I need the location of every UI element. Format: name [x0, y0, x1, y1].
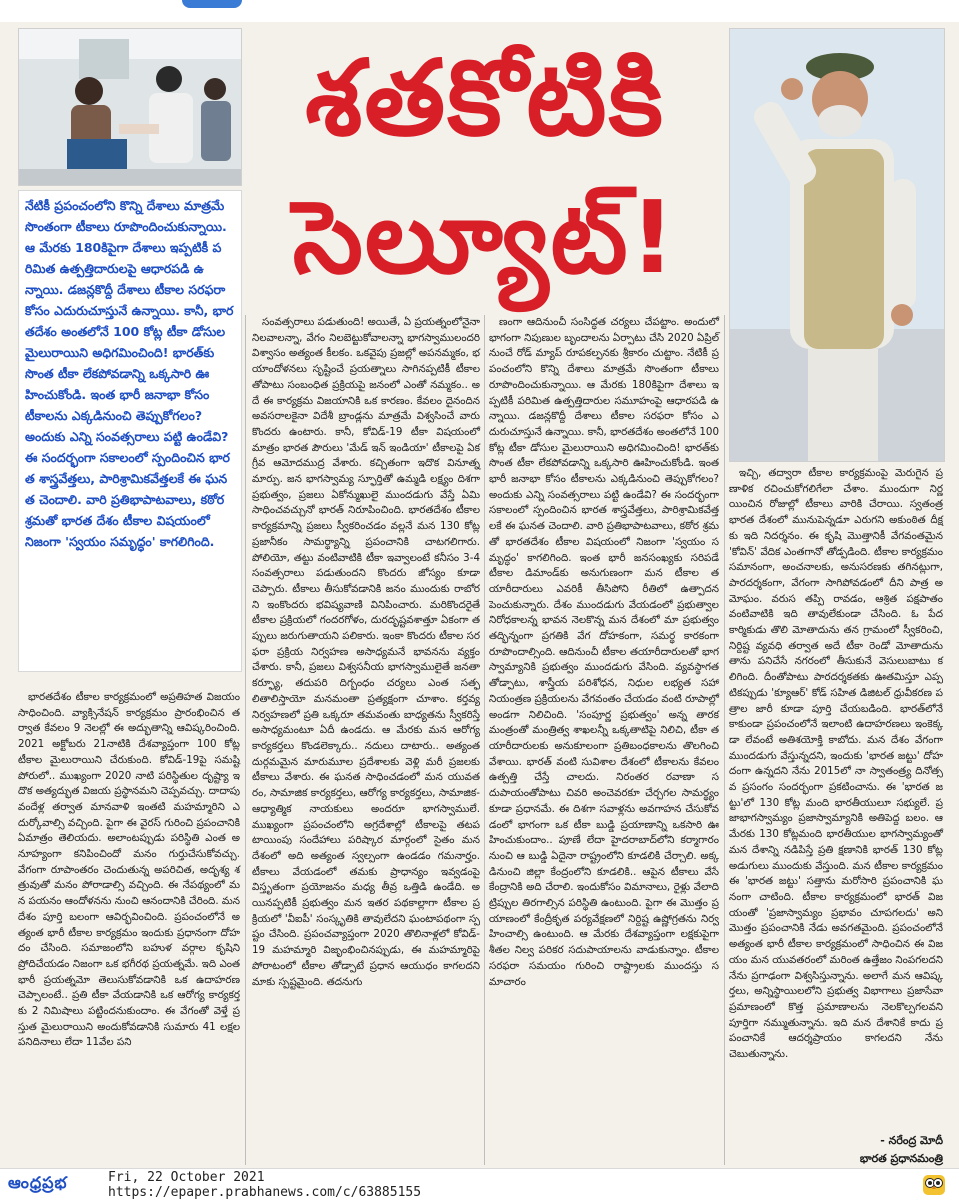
article-column-2: [252, 315, 480, 1165]
vaccination-illustration: [19, 29, 241, 185]
epaper-link[interactable]: https://epaper.prabhanews.com/c/63885155: [108, 1185, 422, 1200]
author-title: భారత ప్రధానమంత్రి: [859, 1152, 943, 1165]
brand-logo: ఆంధ్రప్రభ: [8, 1173, 68, 1192]
vaccination-photo: [18, 28, 242, 186]
headline: [250, 28, 720, 310]
author-name: - నరేంద్ర మోదీ: [880, 1134, 943, 1147]
pm-salute-photo: [729, 28, 945, 462]
column-divider: [484, 315, 485, 1165]
article-column-4: [729, 466, 943, 1166]
headline-line-2: సెల్యూట్!: [292, 179, 678, 296]
column-divider: [724, 315, 725, 1165]
article-text: ణంగా ఆదినుంచీ సంసిద్ధత చర్యలు చేపట్టాం. అందులో భాగంగా నిపుణుల బృందాలను ఏర్పాటు చేసి 2020 ఏప్రిల్ నుంచే రోడ్ మ్యాప్ రూపకల్పనకు శ్రీకారం చుట్టాం. నేటికీ ప్రపంచంలోని కొన్ని దేశాలు మాత్రమే సొంతంగా టీకాలు రూపొందించుకున్నాయి. ఆ మేరకు 180కిపైగా దేశాలు ఇప్పటికీ పరిమిత ఉత్పత్తిదారుల సమూహంపై ఆధారపడి ఉన్నాయి. డజన్లకొద్దీ దేశాలు టీకాల సరఫరా కోసం ఎదురుచూస్తునే ఉన్నాయి. కానీ, భారతదేశం అంతలోనే 100 కోట్ల టీకా డోసుల మైలురాయిని అధిగమించింది! భారత్‌కు సొంత టీకా లేకపోవడాన్ని ఒక్కసారి ఊహించుకోండి. ఇంత భారీ జనాభా కోసం టీకాలను ఎక్కడినుంచి తెప్పుకోగలం? అందుకు ఎన్ని సంవత్సరాలు పట్టి ఉండేవి? ఈ సందర్భంగా సకాలంలో స్పందించిన భారత శాస్త్రవేత్తలు, పారిశ్రామికవేత్తలకే ఈ ఘనత చెందాలి. వారి ప్రతిభాపాటవాలు, కఠోర శ్రమతో భారతదేశం టీకాల విషయంలో నిజంగా 'స్వయం సమృద్ధం' కాగలిగింది. ఇంత భారీ జనసంఖ్యకు సరిపడే టీకాల డిమాండ్‌కు అనుగుణంగా మన టీకాల తయారీదారులు ఎవరికీ తీసిపోని రీతిలో ఉత్పాదన పెంచుకున్నారు. దేశం ముందడుగు వేయడంలో ప్రభుత్వాల నిరోధకాలన్న భావన నెలకొన్న మన దేశంలో మా ప్రభుత్వం తద్భిన్నంగా ప్రగతికి వేగ దోహకంగా, సమర్థ కారకంగా రూపొందాల్సింది. ఆదినుంచీ టీకాల తయారీదారులతో భాగస్వామ్యానికి ప్రభుత్వం ముందడుగు వేసింది. వ్యవస్థాగత తోడ్పాటు, శాస్త్రీయ పరిశోధన, నిధుల లభ్యత సహా నియంత్రణ ప్రక్రియలను వేగవంతం చేయడం వంటి రూపాల్లో అండగా నిలిచింది. 'సంపూర్ణ ప్రభుత్వం' అన్న తారకమంత్రంతో మంత్రిత్వ శాఖలన్నీ ఒక్కతాటిపై నిలిచి, టీకా తయారీదారులకు అనుకూలంగా ప్రతిబంధకాలను తొలగించి వేశాయి. భారత్ వంటి సువిశాల దేశంలో టీకాలను కేవలం ఉత్పత్తి చేస్తే చాలదు. నిరంతర రవాణా సదుపాయంతోపాటు చివరి అంచెవరకూ చేర్చగల సామర్థ్యం కూడా ప్రధానమే. ఈ దిశగా సవాళ్లను అవగాహన చేసుకోవడంలో భాగంగా ఒక టీకా బుడ్డి ప్రయాణాన్ని ఒకసారి ఊహించుకుందాం.. పూణే లేదా హైదరాబాద్‌లోని కర్మాగారం నుంచి ఆ బుడ్డి ఏదైనా రాష్ట్రంలోని కూడలికి చేర్చాలి. అక్కడినుంచి జిల్లా కేంద్రంలోని కూడలికి.. ఆపైన టీకాలు వేసే కేంద్రానికి అది చేరాలి. ఇందుకోసం విమానాలు, రైళ్లు వేలాది ట్రిప్పుల తిరగాల్సిన పరిస్థితి ఉంటుంది. పైగా ఈ మొత్తం ప్రయాణంలో కేంద్రీకృత పర్యవేక్షణలో నిర్దిష్ట ఉష్ణోగ్రతను నిర్వహించాల్సి ఉంటుంది. ఆ మేరకు దేశవ్యాప్తంగా లక్షకుపైగా శీతల నిల్వ పరికర సదుపాయాలను వాడుకున్నాం. టీకాల సరఫరా సమయం గురించి రాష్ట్రాలకు ముందస్తు సమాచారం: [489, 316, 719, 988]
article-text: ఇచ్చి, తద్వారా టీకాల కార్యక్రమంపై మెరుగైన ప్రణాళిక రచించుకోగలిగేలా చేశాం. ముందుగా నిర్ణయించిన రోజుల్లో టీకాలు వారికి చేరాయి. స్వతంత్ర భారత దేశంలో మునుపెన్నడూ ఎరుగని అకుంఠిత దీక్షకు ఇది నిదర్శనం. ఈ కృషి మొత్తానికీ వేగవంతమైన 'కోవిన్' వేదిక ఎంతగానో తోడ్పడింది. టీకాల కార్యక్రమం సమానంగా, అంచనాలకు, అనుసరణకు తగినట్లుగా, పారదర్శకంగా, వేగంగా సాగిపోవడంలో దీని పాత్ర అమోఘం. వరుస తప్పి రావడం, ఆశ్రిత పక్షపాతం వంటివాటికి ఇది తావులేకుండా చేసింది. ఓ పేద కార్మికుడు తొలి మోతాదును తన గ్రామంలో స్వీకరించి, నిర్దిష్ట వ్యవధి తర్వాత అదే టీకా రెండో మోతాదును తాను పనిచేసే నగరంలో తీసుకునే వెసులుబాటు కలిగింది. దీంతోపాటు పారదర్శకతకు ఊతమిస్తూ ఎప్పటికప్పుడు 'క్యూఆర్' కోడ్ సహిత డిజిటల్ ధ్రువీకరణ పత్రాల జారీ కూడా పూర్తి చేయబడింది. భారత్‌లోనే కాకుండా ప్రపంచంలోనే ఇలాంటి ఉదాహరణలు ఇంకెక్కడా లేవంటే అతిశయోక్తి కాబోదు. మన దేశం వేగంగా ముందడుగు వేస్తున్నదని, ఇందుకు 'భారత జట్టు' దోహదంగా ఉన్నదని నేను 2015లో నా స్వాతంత్ర్య దినోత్సవ ప్రసంగం సందర్భంగా ప్రకటించాను. ఈ 'భారత జట్టు'లో 130 కోట్ల మంది భారతీయులూ సభ్యులే. ప్రజాభాగస్వామ్యం ప్రజాస్వామ్యానికి అతిపెద్ద బలం. ఆ మేరకు 130 కోట్లమంది భారతీయుల భాగస్వామ్యంతో మన దేశాన్ని నడిపిస్తే ప్రతి క్షణానికి భారత్ 130 కోట్ల అడుగులు ముందుకు వేస్తుంది. మన టీకాల కార్యక్రమం ఈ 'భారత జట్టు' సత్తాను మరోసారి ప్రపంచానికి ఘనంగా చాటింది. టీకాల కార్యక్రమంలో భారత్ విజయంతో 'ప్రజాస్వామ్యం ప్రభావం చూపగలదు' అని మొత్తం ప్రపంచానికి నేడు అవగతమైంది. ప్రపంచంలోనే అత్యంత భారీ టీకాల కార్యక్రమంలో సాధించిన ఈ విజయం మన యువతరంలో మరింత ఉత్తేజం నింపగలదని నేను ప్రగాఢంగా విశ్వసిస్తున్నాను. అలాగే మన ఆవిష్కర్తలు, అన్నిస్థాయిలలోని ప్రభుత్వ విభాగాలు ప్రజాసేవా ప్రమాణంలో కొత్త ప్రమాణాలను నెలకొల్పగలవని పూర్తిగా నమ్ముతున్నాను. ఇది మన దేశానికే కాదు ప్రపంచానికే ఆదర్శప్రాయం కాగలదని నేను చెబుతున్నాను.: [729, 467, 943, 1061]
article-column-3: [489, 315, 719, 1165]
top-strip: [0, 0, 959, 22]
column-divider: [245, 315, 246, 1165]
article-text: సంవత్సరాలు పడుతుంది! అయితే, ఏ ప్రయత్నంలోనైనా నిలవాలన్నా, వేగం నిలబెట్టుకోవాలన్నా భాగస్వాములందరి విశ్వాసం అత్యంత కీలకం. ఒకవైపు ప్రజల్లో అపనమ్మకం, భయాందోళనలు సృష్టించే ప్రయత్నాలు సాగినప్పటికీ టీకాలతోపాటు సంబంధిత ప్రక్రియపై జనంలో ఎంతో నమ్మకం.. అదే ఈ కార్యక్రమ విజయానికి ఒక కారణం. కేవలం దైనందిన అవసరాలకైనా విదేశీ బ్రాండ్లను మాత్రమే విశ్వసించే వారు కొందరు ఉంటారు. కానీ, కోవిడ్-19 టీకా విషయంలో మాత్రం భారత పౌరులు 'మేడ్ ఇన్ ఇండియా' టీకాలపై ఏకగ్రీవ ఆమోదముద్ర వేశారు. కచ్చితంగా ఇదొక వినూత్న మార్పు. జన భాగస్వామ్య స్ఫూర్తితో ఉమ్మడి లక్ష్యం దిశగా ప్రభుత్వం, ప్రజలు ఏకోన్ముఖులై ముందడుగు వేస్తే ఏమి సాధించవచ్చునో భారత్ నిరూపించింది. భారతదేశం టీకాల కార్యక్రమాన్ని ప్రజలు స్వీకరించడం వల్లనే మన 130 కోట్ల ప్రజానీకం సామర్థ్యాన్ని ప్రపంచానికి చాటగలిగారు. పోలియో, తట్టు వంటివాటికి టీకా ఇవ్వాలంటే కనీసం 3-4 సంవత్సరాలు పడుతుందని కొందరు జోస్యం కూడా చెప్పారు. టీకాలు తీసుకోవడానికి జనం ముందుకు రాబోరని ఇంకొందరు భవిష్యవాణి వినిపించారు. మరికొందరైతే టీకాల ప్రక్రియలో గందరగోళం, దురదృష్టవశాత్తూ ఏకంగా తప్పులు జరుగుతాయని పలికారు. ఇంకా కొందరు టీకాల సరఫరా ప్రక్రియ నిర్వహణ అసాధ్యమనే భావనను వ్యక్తం చేశారు. కానీ, ప్రజలు విశ్వసనీయ భాగస్వాములైతే జనతా కర్ఫ్యూ, తదుపరి దిగ్బంధం చర్యలు ఎంత సత్ఫలితాలిస్తాయో మనమంతా ప్రత్యక్షంగా చూశాం. కర్తవ్య నిర్వహణలో ప్రతి ఒక్కరూ తమవంతు బాధ్యతను స్వీకరిస్తే అసాధ్యమంటూ ఏదీ ఉండదు. ఆ మేరకు మన ఆరోగ్య కార్యకర్తలు కొండలెక్కారు.. నదులు దాటారు.. అత్యంత దుర్గమమైన మారుమూల ప్రదేశాలకు వెళ్లి మరీ ప్రజలకు టీకాలు వేశారు. ఈ ఘనత సాధించడంలో మన యువతరం, సామాజిక కార్యకర్తలు, ఆరోగ్య కార్యకర్తలు, సామాజిక-ఆధ్యాత్మిక నాయకులు అందరూ భాగస్వాములే. ముఖ్యంగా ప్రపంచంలోని అగ్రదేశాల్లో టీకాలపై తటపటాయింపు సందేహాలు పరిష్కార మార్గంలో సైతం మన దేశంలో అది అత్యంత స్వల్పంగా ఉండడం గమనార్హం. టీకాలు వేయడంలో తమకు ప్రాధాన్యం ఇవ్వడంపై విస్తృతంగా ప్రయోజనం మధ్య తీవ్ర ఒత్తిడి ఉండేది. అయినప్పటికీ ప్రభుత్వం మన ఇతర పథకాల్లాగా టీకాల ప్రక్రియలో 'వీఐపీ' సంస్కృతికి తావులేదని ఘంటాపథంగా స్పష్టం చేసింది. ప్రపంచవ్యాప్తంగా 2020 తొలినాళ్లలో కోవిడ్-19 మహమ్మారి విజృంభించినప్పుడు, ఈ మహమ్మారిపై పోరాటంలో టీకాల తోడ్పాటే ప్రధాన ఆయుధం కాగలదని మాకు స్పష్టమైంది. తదనుగు: [252, 316, 480, 988]
author-signature: [779, 1132, 943, 1168]
footer-bar: [0, 1168, 959, 1201]
headline-line-1: శతకోటికి: [305, 37, 665, 159]
article-text: భారతదేశం టీకాల కార్యక్రమంలో అప్రతిహత విజయం సాధించింది. వ్యాక్సినేషన్ కార్యక్రమం ప్రారంభించిన తర్వాత కేవలం 9 నెలల్లో ఈ అద్భుతాన్ని ఆవిష్కరించింది. 2021 అక్టోబరు 21నాటికి దేశవ్యాప్తంగా 100 కోట్ల టీకాల మైలురాయిని చేరుకుంది. కోవిడ్-19పై సమష్టి పోరులో.. ముఖ్యంగా 2020 నాటి పరిస్థితుల దృష్ట్యా ఇదొక అత్యద్భుత విజయ ప్రస్థానమని చెప్పవచ్చు. దాదాపు వందేళ్ల తర్వాత మానవాళి ఇంతటి మహమ్మారిని ఎదుర్కోవాల్సి వచ్చింది. పైగా ఈ వైరస్ గురించి ప్రపంచానికి ఏమాత్రం తెలియదు. అలాంటప్పుడు పరిస్థితి ఎంత అనూహ్యంగా కనిపించిందో మనం గుర్తుచేసుకోవచ్చు. వేగంగా రూపాంతరం చెందుతున్న అపరిచిత, అదృశ్య శత్రువుతో మనం పోరాడాల్సి వచ్చింది. ఈ నేపథ్యంలో మన పయనం ఆందోళనను నుంచి ఆనందానికి చేరింది. మన దేశం పూర్తి బలంగా ఆవిర్భవించింది. ప్రపంచంలోనే అత్యంత భారీ టీకాల కార్యక్రమం ఇందుకు ప్రధానంగా దోహదం చేసింది. సమాజంలోని బహుళ వర్గాల కృషిని ప్రోదిచేయడం నిజంగా ఒక భగీరథ ప్రయత్నమే. ఇది ఎంత భారీ ప్రయత్నమో తెలుసుకోవడానికి ఒక ఉదాహరణ చెప్పాలంటే.. ప్రతి టీకా వేయడానికి ఒక ఆరోగ్య కార్యకర్తకు 2 నిమిషాలు పట్టిందనుకుందాం. ఈ వేగంతో వెళ్తే ప్రస్తుత మైలురాయిని అందుకోవడానికి సుమారు 41 లక్షల పనిదినాలు లేదా 11వేల పని: [18, 691, 240, 1049]
masthead-fragment: [182, 0, 242, 8]
article-column-1: [18, 690, 240, 1165]
publication-date: Fri, 22 October 2021: [108, 1170, 265, 1185]
pm-salute-illustration: [730, 29, 944, 461]
owl-logo-icon: [920, 1173, 948, 1197]
highlight-box: [18, 190, 242, 672]
highlight-text: నేటికీ ప్రపంచంలోని కొన్ని దేశాలు మాత్రమే సొంతంగా టీకాలు రూపొందించుకున్నాయి. ఆ మేరకు 180కిపైగా దేశాలు ఇప్పటికీ పరిమిత ఉత్పత్తిదారులపై ఆధారపడి ఉన్నాయి. డజన్లకొద్దీ దేశాలు టీకాల సరఫరా కోసం ఎదురుచూస్తునే ఉన్నాయి. కానీ, భారతదేశం అంతలోనే 100 కోట్ల టీకా డోసుల మైలురాయిని అధిగమించింది! భారత్‌కు సొంత టీకా లేకపోవడాన్ని ఒక్కసారి ఊహించుకోండి. ఇంత భారీ జనాభా కోసం టీకాలను ఎక్కడినుంచి తెప్పుకోగలం? అందుకు ఎన్ని సంవత్సరాలు పట్టి ఉండేవి? ఈ సందర్భంగా సకాలంలో స్పందించిన భారత శాస్త్రవేత్తలు, పారిశ్రామికవేత్తలకే ఈ ఘనత చెందాలి. వారి ప్రతిభాపాటవాలు, కఠోర శ్రమతో భారత దేశం టీకాల విషయంలో నిజంగా 'స్వయం సమృద్ధం' కాగలిగింది.: [25, 198, 234, 549]
